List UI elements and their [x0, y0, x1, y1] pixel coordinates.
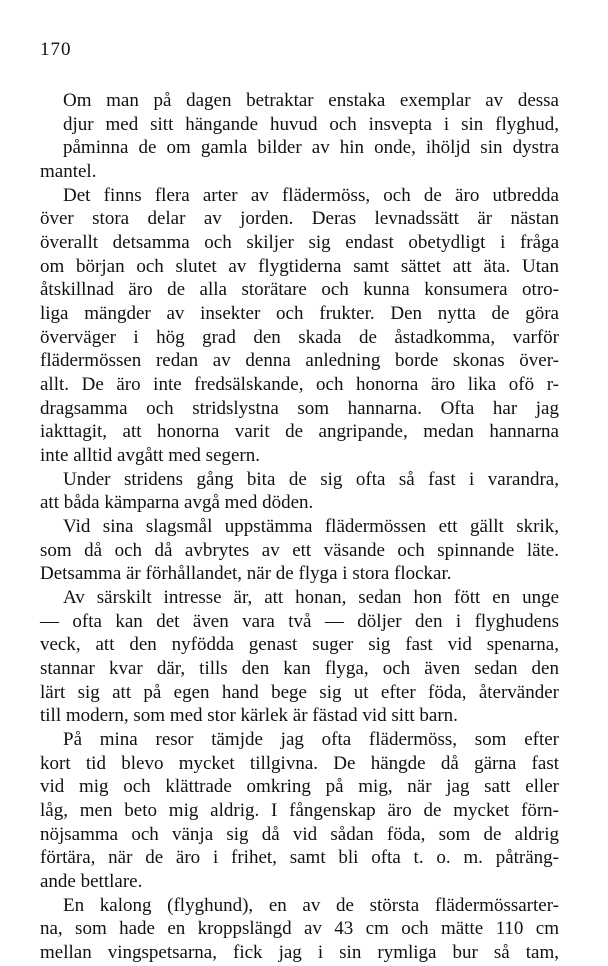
text-line: stannar kvar där, tills den kan flyga, och även sedan den [40, 658, 559, 679]
text-line: allt. De äro inte fredsälskande, och honorna äro lika ofö r- [40, 374, 559, 395]
text-line: Om man på dagen betraktar enstaka exemplar av dessa [63, 90, 559, 111]
text-line: till modern, som med stor kärlek är fästad vid sitt barn. [40, 705, 458, 726]
text-line: På mina resor tämjde jag ofta flädermöss, som efter [63, 729, 559, 750]
text-line: iakttagit, att honorna varit de angripande, medan hannarna [40, 421, 559, 442]
text-line: Vid sina slagsmål uppstämma flädermössen ett gällt skrik, [63, 516, 559, 537]
text-line: mantel. [40, 161, 97, 182]
text-line: Av särskilt intresse är, att honan, sedan hon fött en unge [63, 587, 559, 608]
text-line: över stora delar av jorden. Deras levnadssätt är nästan [40, 208, 559, 229]
text-line: flädermössen redan av denna anledning borde skonas över- [40, 350, 559, 371]
text-line: förtära, när de äro i frihet, samt bli ofta t. o. m. påträng- [40, 847, 559, 868]
text-line: ande bettlare. [40, 871, 143, 892]
text-line: kort tid blevo mycket tillgivna. De hängde då gärna fast [40, 753, 559, 774]
text-line: mellan vingspetsarna, fick jag i sin rymliga bur så tam, [40, 942, 559, 963]
text-line: veck, att den nyfödda genast suger sig fast vid spenarna, [40, 634, 559, 655]
text-line: dragsamma och stridslystna som hannarna. Ofta har jag [40, 398, 559, 419]
text-line: som då och då avbrytes av ett väsande och spinnande läte. [40, 540, 559, 561]
text-line: om början och slutet av flygtiderna samt sättet att äta. Utan [40, 256, 559, 277]
text-line: nöjsamma och vänja sig då vid sådan föda, som de aldrig [40, 824, 559, 845]
text-line: att båda kämparna avgå med döden. [40, 492, 314, 513]
text-line: överallt detsamma och skiljer sig endast obetydligt i fråga [40, 232, 559, 253]
text-line: liga mängder av insekter och frukter. Den nytta de göra [40, 303, 559, 324]
text-line: överväger i hög grad den skada de åstadkomma, varför [40, 327, 559, 348]
text-line: djur med sitt hängande huvud och insvepta i sin flyghud, [63, 114, 559, 135]
text-line: na, som hade en kroppslängd av 43 cm och mätte 110 cm [40, 918, 559, 939]
text-line: Det finns flera arter av flädermöss, och de äro utbredda [63, 185, 559, 206]
text-line: inte alltid avgått med segern. [40, 445, 261, 466]
text-line: Under stridens gång bita de sig ofta så fast i varandra, [63, 469, 559, 490]
text-line: låg, men beto mig aldrig. I fångenskap äro de mycket förn- [40, 800, 559, 821]
text-line: lärt sig att på egen hand bege sig ut efter föda, återvänder [40, 682, 559, 703]
text-line: En kalong (flyghund), en av de största flädermössarter- [63, 895, 559, 916]
text-line: — ofta kan det även vara två — döljer den i flyghudens [40, 611, 559, 632]
page-number: 170 [40, 39, 72, 60]
text-line: Detsamma är förhållandet, när de flyga i stora flockar. [40, 563, 452, 584]
text-line: åtskillnad äro de alla storätare och kunna konsumera otro- [40, 279, 559, 300]
text-line: påminna de om gamla bilder av hin onde, ihöljd sin dystra [63, 137, 559, 158]
text-line: vid mig och klättrade omkring på mig, när jag satt eller [40, 776, 559, 797]
